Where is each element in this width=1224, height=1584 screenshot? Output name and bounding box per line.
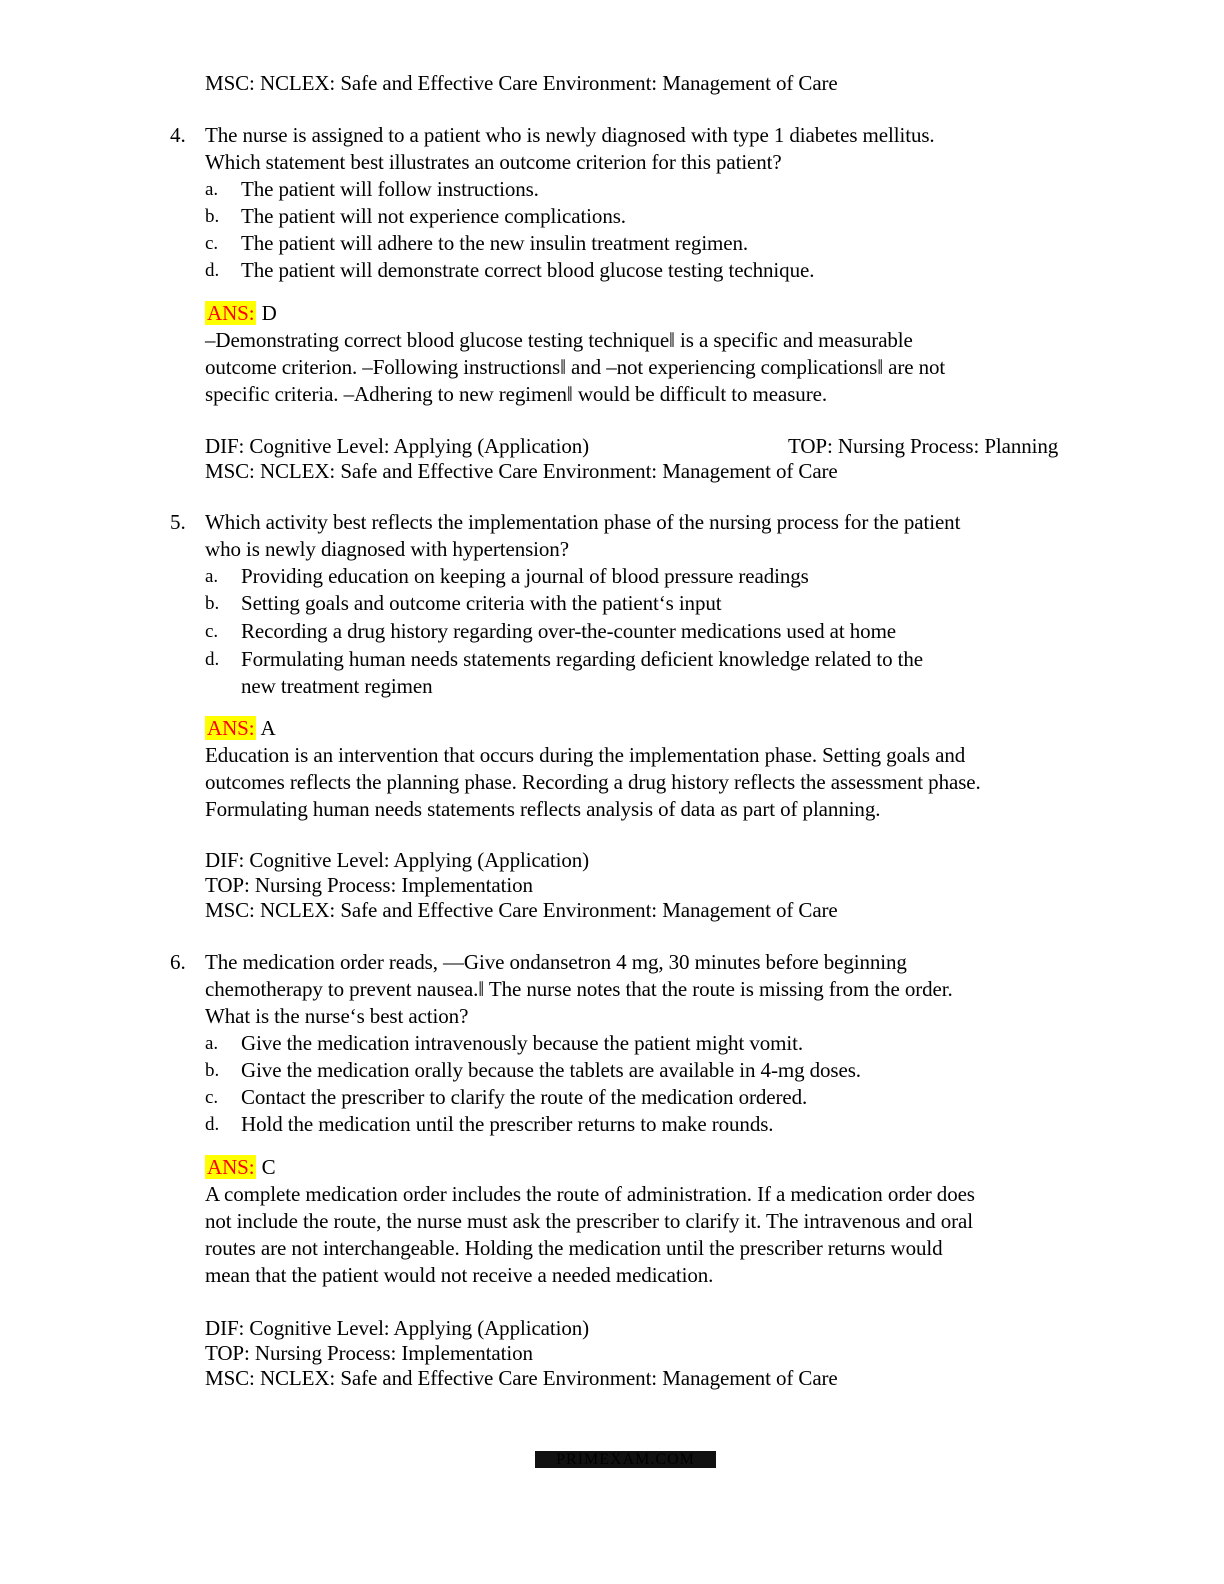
answer-label: ANS: [207,716,255,740]
option-letter: b. [205,593,220,614]
answer-line [205,1154,276,1181]
prev-msc-line: MSC: NCLEX: Safe and Effective Care Environment: Management of Care [205,71,838,95]
dif-line: DIF: Cognitive Level: Applying (Application) [205,434,590,458]
option-letter: b. [205,1060,220,1081]
option-text: The patient will adhere to the new insulin treatment regimen. [241,231,749,255]
dif-line: DIF: Cognitive Level: Applying (Application) [205,848,590,872]
option-letter: c. [205,1087,219,1108]
option-text: Give the medication orally because the tablets are available in 4-mg doses. [241,1058,861,1082]
question-stem-line: What is the nurse‘s best action? [205,1004,469,1028]
top-line: TOP: Nursing Process: Implementation [205,1341,533,1365]
option-text: The patient will not experience complications. [241,204,626,228]
top-line: TOP: Nursing Process: Implementation [205,873,533,897]
rationale-line: Education is an intervention that occurs during the implementation phase. Setting goals and [205,743,966,767]
option-letter: c. [205,233,219,254]
question-stem-line: chemotherapy to prevent nausea.‖ The nurse notes that the route is missing from the order. [205,977,953,1001]
rationale-line: specific criteria. –Adhering to new regimen‖ would be difficult to measure. [205,382,827,406]
rationale-line: –Demonstrating correct blood glucose testing technique‖ is a specific and measurable [205,328,913,352]
rationale-line: A complete medication order includes the route of administration. If a medication order does [205,1182,975,1206]
rationale-line: Formulating human needs statements reflects analysis of data as part of planning. [205,797,881,821]
option-text: The patient will demonstrate correct blood glucose testing technique. [241,258,815,282]
msc-line: MSC: NCLEX: Safe and Effective Care Environment: Management of Care [205,1366,838,1390]
rationale-line: mean that the patient would not receive a needed medication. [205,1263,714,1287]
rationale-line: routes are not interchangeable. Holding the medication until the prescriber returns would [205,1236,943,1260]
option-letter: a. [205,179,219,200]
option-text: Recording a drug history regarding over-the-counter medications used at home [241,619,897,643]
option-letter: a. [205,1033,219,1054]
question-number: 6. [170,950,186,974]
option-text-continued: new treatment regimen [241,674,433,698]
rationale-line: outcome criterion. –Following instructions‖ and –not experiencing complications‖ are not [205,355,946,379]
top-line: TOP: Nursing Process: Planning [788,434,1059,458]
question-stem-line: who is newly diagnosed with hypertension? [205,537,569,561]
answer-label: ANS: [207,1155,255,1179]
question-stem-line: The nurse is assigned to a patient who is newly diagnosed with type 1 diabetes mellitus. [205,123,935,147]
option-letter: d. [205,649,220,670]
option-text: Contact the prescriber to clarify the route of the medication ordered. [241,1085,808,1109]
answer-line [205,715,276,742]
answer-value: A [260,716,276,740]
option-text: Give the medication intravenously because the patient might vomit. [241,1031,804,1055]
option-letter: a. [205,566,219,587]
option-letter: d. [205,1114,220,1135]
option-text: Hold the medication until the prescriber returns to make rounds. [241,1112,774,1136]
question-number: 5. [170,510,186,534]
msc-line: MSC: NCLEX: Safe and Effective Care Environment: Management of Care [205,459,838,483]
question-stem-line: Which activity best reflects the implementation phase of the nursing process for the patient [205,510,961,534]
msc-line: MSC: NCLEX: Safe and Effective Care Environment: Management of Care [205,898,838,922]
option-letter: d. [205,260,220,281]
question-stem-line: Which statement best illustrates an outcome criterion for this patient? [205,150,782,174]
rationale-line: outcomes reflects the planning phase. Recording a drug history reflects the assessment phase. [205,770,981,794]
answer-value: C [261,1155,276,1179]
option-letter: b. [205,206,220,227]
option-text: The patient will follow instructions. [241,177,539,201]
option-text: Setting goals and outcome criteria with the patient‘s input [241,591,722,615]
rationale-line: not include the route, the nurse must ask the prescriber to clarify it. The intravenous and oral [205,1209,973,1233]
option-text: Formulating human needs statements regarding deficient knowledge related to the [241,647,923,671]
question-stem-line: The medication order reads, ―Give ondansetron 4 mg, 30 minutes before beginning [205,950,907,974]
question-number: 4. [170,123,186,147]
dif-line: DIF: Cognitive Level: Applying (Application) [205,1316,590,1340]
option-text: Providing education on keeping a journal of blood pressure readings [241,564,809,588]
option-letter: c. [205,621,219,642]
answer-value: D [261,301,277,325]
footer-watermark: PRIMEXAM.COM [535,1451,716,1468]
answer-line [205,300,277,327]
answer-label: ANS: [207,301,255,325]
